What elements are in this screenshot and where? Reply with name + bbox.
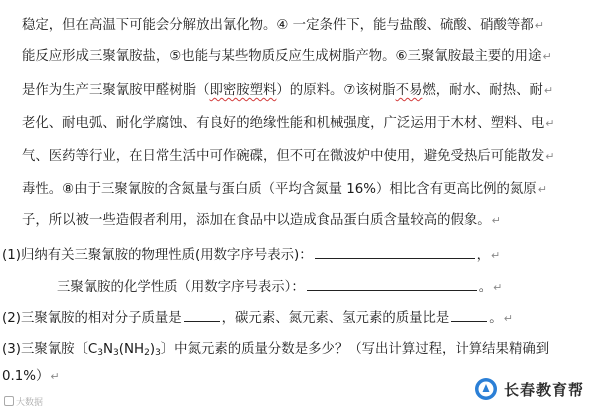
answer-blank[interactable]: [315, 244, 475, 259]
spellcheck-underline: 不易: [395, 83, 423, 98]
question-2: (2)三聚氰胺的相对分子质量是 ，碳元素、氮元素、氢元素的质量比是 。↵: [0, 307, 600, 329]
paragraph-mark: ↵: [491, 249, 501, 262]
paragraph-mark: ↵: [545, 150, 555, 163]
watermark-left: 大数据: [4, 396, 43, 409]
paragraph-mark: ↵: [543, 84, 554, 97]
answer-blank[interactable]: [184, 307, 220, 322]
brand-name: 长春教育帮: [504, 380, 585, 399]
question-3: (3)三聚氰胺〔$C_3N_3(NH_2)_3$〕中氮元素的质量分数是多少？（写出计算过程，计算结果精确到: [2, 342, 550, 358]
brand-logo-icon: [474, 377, 498, 401]
passage-line-5: 气、医药等行业，在日常生活中可作碗碟，但不可在微波炉中使用，避免受热后可能散发↵: [22, 149, 555, 164]
question-1-chemical: 三聚氰胺的化学性质（用数字序号表示）： 。↵: [0, 276, 600, 298]
paragraph-mark: ↵: [534, 19, 544, 32]
passage-line-4: 老化、耐电弧、耐化学腐蚀、有良好的绝缘性能和机械强度，广泛运用于木材、塑料、电↵: [22, 116, 555, 131]
paragraph-mark: ↵: [545, 117, 555, 130]
passage-line-6: 毒性。⑧由于三聚氰胺的含氮量与蛋白质（平均含氮量 16%）相比含有更高比例的氮原↵: [22, 182, 547, 197]
passage-line-2: 能反应形成三聚氰胺盐，⑤也能与某些物质反应生成树脂产物。⑥三聚氰胺最主要的用途↵: [22, 49, 552, 64]
watermark-icon: [4, 396, 14, 406]
answer-blank[interactable]: [307, 276, 477, 291]
paragraph-mark: ↵: [50, 370, 60, 383]
question-1-physical: (1)归纳有关三聚氰胺的物理性质(用数字序号表示)： ，↵: [0, 244, 600, 266]
paragraph-mark: ↵: [542, 50, 552, 63]
paragraph-mark: ↵: [537, 183, 547, 196]
answer-blank[interactable]: [451, 307, 487, 322]
spellcheck-underline: 即密胺塑料: [209, 83, 277, 98]
question-3-cont: 0.1%）↵: [2, 369, 60, 384]
paragraph-mark: ↵: [503, 312, 513, 325]
passage-line-3: 是作为生产三聚氰胺甲醛树脂（即密胺塑料）的原料。⑦该树脂不易燃，耐水、耐热、耐↵: [22, 83, 554, 98]
passage-line-1: 稳定，但在高温下可能会分解放出氰化物。④ 一定条件下，能与盐酸、硫酸、硝酸等都↵: [22, 18, 544, 33]
passage-line-7: 子，所以被一些造假者利用，添加在食品中以造成食品蛋白质含量较高的假象。↵: [22, 213, 501, 228]
paragraph-mark: ↵: [493, 281, 503, 294]
paragraph-mark: ↵: [491, 214, 501, 227]
brand-badge: [474, 377, 584, 401]
